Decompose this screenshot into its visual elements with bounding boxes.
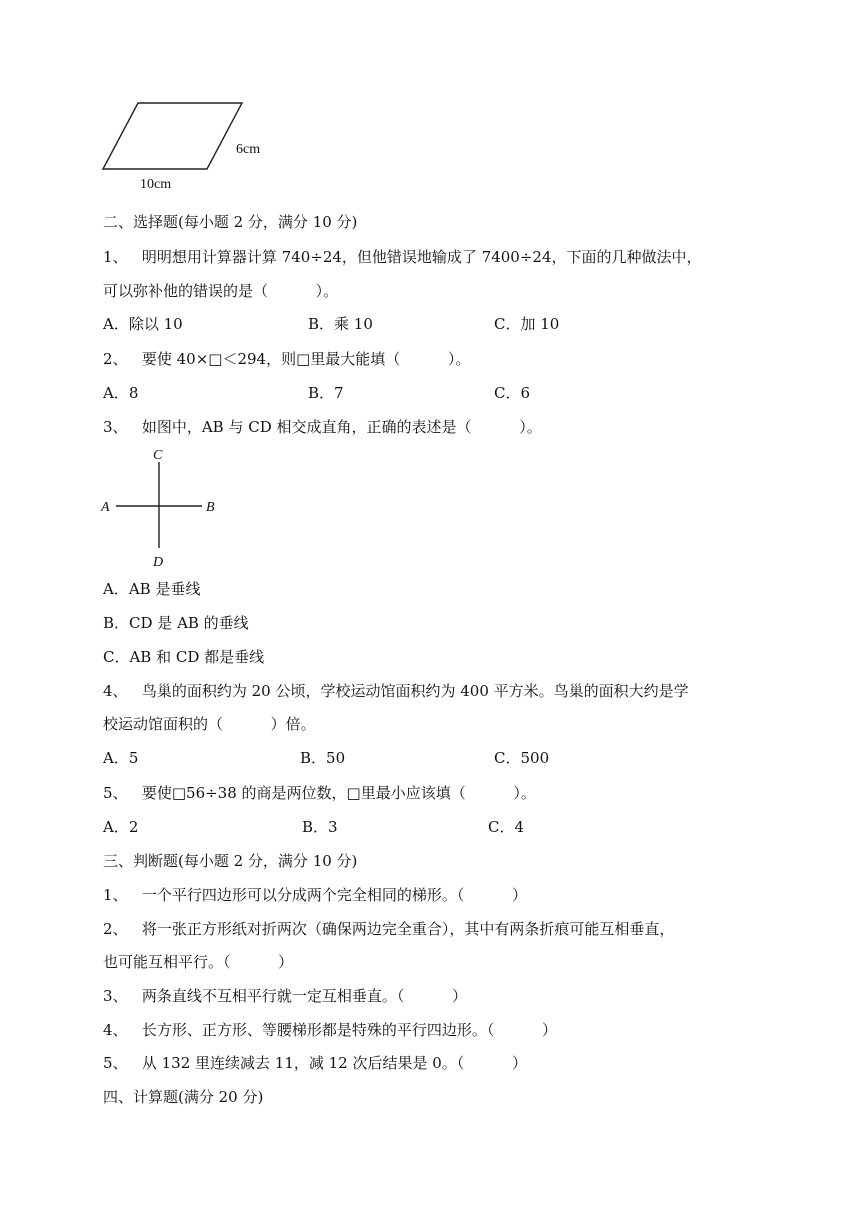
s2-q2-option-a: A．8 bbox=[103, 384, 139, 402]
s2-q1-option-c: C．加 10 bbox=[494, 315, 560, 333]
s2-q5-option-b: B．3 bbox=[302, 818, 338, 836]
s2-q5-line1: 5、 要使□56÷38 的商是两位数，□里最小应该填（ ）。 bbox=[103, 784, 536, 802]
s3-q5: 5、 从 132 里连续减去 11，减 12 次后结果是 0。（ ） bbox=[103, 1054, 527, 1072]
point-label-d: D bbox=[153, 555, 164, 570]
s2-q4-line2: 校运动馆面积的（ ）倍。 bbox=[103, 715, 316, 733]
point-label-b: B bbox=[206, 500, 215, 515]
s3-q3: 3、 两条直线不互相平行就一定互相垂直。（ ） bbox=[103, 987, 468, 1005]
parallelogram-base-label: 10cm bbox=[140, 177, 172, 192]
perpendicular-figure bbox=[98, 444, 228, 572]
s3-q2-line1: 2、 将一张正方形纸对折两次（确保两边完全重合），其中有两条折痕可能互相垂直， bbox=[103, 920, 675, 938]
s2-q2-option-b: B．7 bbox=[308, 384, 344, 402]
s2-q3-line1: 3、 如图中，AB 与 CD 相交成直角，正确的表述是（ ）。 bbox=[103, 418, 542, 436]
s2-q4-option-a: A．5 bbox=[103, 749, 139, 767]
s3-q4: 4、 长方形、正方形、等腰梯形都是特殊的平行四边形。（ ） bbox=[103, 1021, 558, 1039]
s2-q4-option-c: C．500 bbox=[494, 749, 550, 767]
s2-q3-option-a: A．AB 是垂线 bbox=[103, 580, 201, 598]
s2-q4-line1: 4、 鸟巢的面积约为 20 公顷，学校运动馆面积约为 400 平方米。鸟巢的面积大约是学 bbox=[103, 682, 689, 700]
s2-q2-option-c: C．6 bbox=[494, 384, 531, 402]
s3-q2-line2: 也可能互相平行。（ ） bbox=[103, 953, 294, 971]
s2-q1-option-b: B．乘 10 bbox=[308, 315, 373, 333]
s2-q3-option-c: C．AB 和 CD 都是垂线 bbox=[103, 648, 265, 666]
s2-q1-option-a: A．除以 10 bbox=[103, 315, 183, 333]
s2-q4-option-b: B．50 bbox=[300, 749, 346, 767]
s2-q5-option-c: C．4 bbox=[488, 818, 525, 836]
s2-q1-line1: 1、 明明想用计算器计算 740÷24，但他错误地输成了 7400÷24，下面的几种做法中， bbox=[103, 248, 702, 266]
section3-heading: 三、判断题(每小题 2 分，满分 10 分) bbox=[103, 852, 358, 870]
section4-heading: 四、计算题(满分 20 分) bbox=[103, 1088, 264, 1106]
s2-q2-line1: 2、 要使 40×□＜294，则□里最大能填（ ）。 bbox=[103, 350, 471, 368]
parallelogram-side-label: 6cm bbox=[236, 142, 261, 157]
point-label-c: C bbox=[153, 448, 163, 463]
s3-q1: 1、 一个平行四边形可以分成两个完全相同的梯形。（ ） bbox=[103, 886, 528, 904]
parallelogram-shape bbox=[103, 103, 242, 169]
s2-q5-option-a: A．2 bbox=[103, 818, 139, 836]
point-label-a: A bbox=[101, 500, 110, 515]
s2-q1-line2: 可以弥补他的错误的是（ ）。 bbox=[103, 282, 339, 300]
section2-heading: 二、选择题(每小题 2 分，满分 10 分) bbox=[103, 213, 358, 231]
parallelogram-figure bbox=[95, 95, 275, 195]
s2-q3-option-b: B．CD 是 AB 的垂线 bbox=[103, 614, 249, 632]
